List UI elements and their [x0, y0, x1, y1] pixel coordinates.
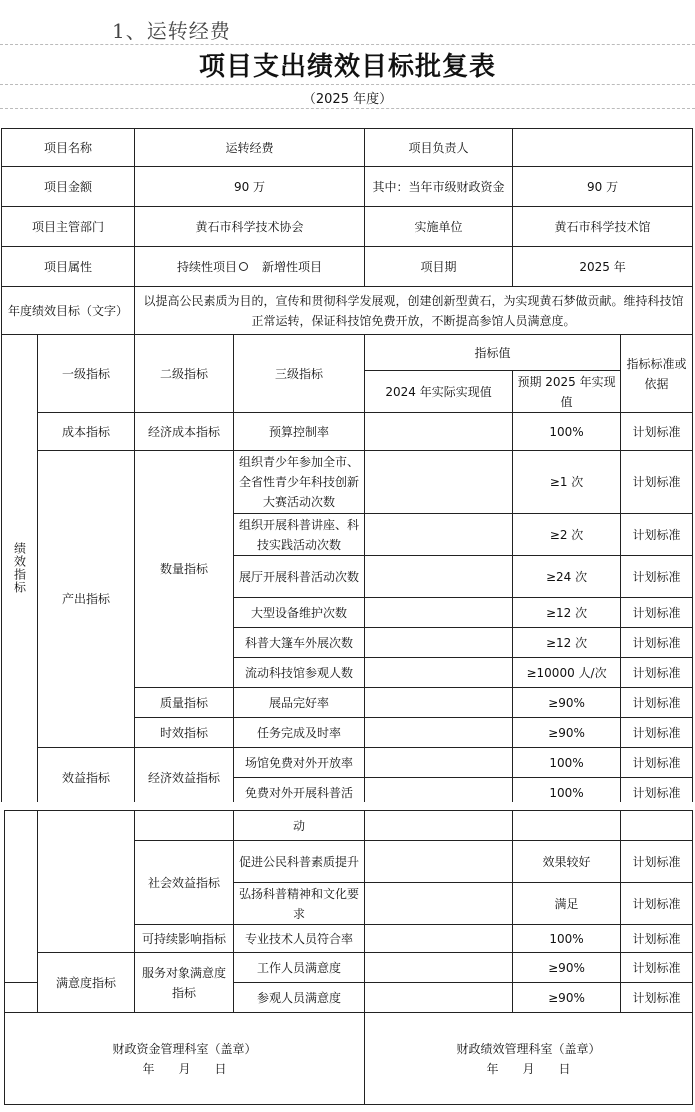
attr-new: 新增性项目: [262, 259, 323, 274]
basis-cell: 计划标准: [621, 628, 693, 658]
actual-cell: [365, 658, 513, 688]
attr-label: 项目属性: [2, 247, 135, 287]
e2-label: 免费对外开展科普活: [234, 778, 365, 808]
basis-cell: 计划标准: [621, 883, 693, 925]
quality-l2: 质量指标: [135, 688, 234, 718]
project-name-label: 项目名称: [2, 129, 135, 167]
q4-value: ≥12 次: [513, 598, 621, 628]
header-l1: 一级指标: [38, 335, 135, 413]
goal-text: 以提高公民素质为目的，宣传和贯彻科学发展观，创建创新型黄石，为实现黄石梦做贡献。维持科技馆正常运转，保证科技馆免费开放，不断提高参馆人员满意度。: [135, 287, 693, 335]
goal-label: 年度绩效目标（文字）: [2, 287, 135, 335]
actual-cell: [365, 748, 513, 778]
q1-label: 组织青少年参加全市、全省性青少年科技创新大赛活动次数: [234, 451, 365, 514]
q4-label: 大型设备维护次数: [234, 598, 365, 628]
header-l2: 二级指标: [135, 335, 234, 413]
basis-cell: 计划标准: [621, 514, 693, 556]
benefit-l1-cont: [38, 811, 135, 953]
output-l1: 产出指标: [38, 451, 135, 748]
q3-value: ≥24 次: [513, 556, 621, 598]
unit-value: 黄石市科学技术馆: [513, 207, 693, 247]
right-office: 财政绩效管理科室（盖章）: [456, 1041, 601, 1056]
sat-l2: 服务对象满意度指标: [135, 953, 234, 1013]
econ-l2: 经济效益指标: [135, 748, 234, 808]
divider: [0, 44, 695, 45]
actual-cell: [365, 811, 513, 841]
sa1-value: ≥90%: [513, 953, 621, 983]
header-l3: 三级指标: [234, 335, 365, 413]
page-title: 项目支出绩效目标批复表: [198, 52, 496, 82]
cost-l3: 预算控制率: [234, 413, 365, 451]
social-l2: 社会效益指标: [135, 841, 234, 925]
actual-cell: [365, 883, 513, 925]
basis-cell: 计划标准: [621, 778, 693, 808]
basis-cell: 计划标准: [621, 841, 693, 883]
left-office: 财政资金管理科室（盖章）: [112, 1041, 257, 1056]
time-value: ≥90%: [513, 718, 621, 748]
header-expected: 预期 2025 年实现值: [513, 371, 621, 413]
s2-value: 满足: [513, 883, 621, 925]
s2-label: 弘扬科普精神和文化要求: [234, 883, 365, 925]
radio-circle-icon: [239, 262, 248, 271]
e1-value: 100%: [513, 748, 621, 778]
header-basis: 指标标准或依据: [621, 335, 693, 413]
actual-cell: [365, 688, 513, 718]
owner-label: 项目负责人: [365, 129, 513, 167]
actual-cell: [365, 628, 513, 658]
e1-label: 场馆免费对外开放率: [234, 748, 365, 778]
basis-cell: 计划标准: [621, 556, 693, 598]
cost-l1: 成本指标: [38, 413, 135, 451]
q2-value: ≥2 次: [513, 514, 621, 556]
su1-value: 100%: [513, 925, 621, 953]
basis-cell: 计划标准: [621, 413, 693, 451]
left-signature: [5, 1013, 365, 1105]
right-date: 年 月 日: [486, 1061, 571, 1076]
e2-cont: 动: [234, 811, 365, 841]
owner-value: [513, 129, 693, 167]
qty-l2: 数量指标: [135, 451, 234, 688]
basis-cell: 计划标准: [621, 688, 693, 718]
basis-cell: 计划标准: [621, 718, 693, 748]
q1-value: ≥1 次: [513, 451, 621, 514]
s1-value: 效果较好: [513, 841, 621, 883]
actual-cell: [365, 841, 513, 883]
time-l2: 时效指标: [135, 718, 234, 748]
sa1-label: 工作人员满意度: [234, 953, 365, 983]
e2-value: 100%: [513, 778, 621, 808]
q6-value: ≥10000 人/次: [513, 658, 621, 688]
amount-value: 90 万: [135, 167, 365, 207]
city-funds-value: 90 万: [513, 167, 693, 207]
s1-label: 促进公民科普素质提升: [234, 841, 365, 883]
perf-label: 绩效指标: [12, 542, 27, 594]
sa2-value: ≥90%: [513, 983, 621, 1013]
cost-l2: 经济成本指标: [135, 413, 234, 451]
perf-label-cell: [5, 811, 38, 983]
basis-cell: 计划标准: [621, 598, 693, 628]
basis-cell: 计划标准: [621, 658, 693, 688]
actual-cell: [365, 514, 513, 556]
q6-label: 流动科技馆参观人数: [234, 658, 365, 688]
right-signature: [365, 1013, 693, 1105]
perf-label-cell: [5, 983, 38, 1013]
actual-cell: [365, 413, 513, 451]
basis-cell: 计划标准: [621, 925, 693, 953]
period-label: 项目期: [365, 247, 513, 287]
dept-value: 黄石市科学技术协会: [135, 207, 365, 247]
actual-cell: [365, 556, 513, 598]
perf-label-cell: [2, 335, 38, 808]
section-heading: 1、运转经费: [112, 19, 231, 43]
actual-cell: [365, 953, 513, 983]
city-funds-label: 其中：当年市级财政资金: [365, 167, 513, 207]
amount-label: 项目金额: [2, 167, 135, 207]
actual-cell: [365, 983, 513, 1013]
left-date: 年 月 日: [142, 1061, 227, 1076]
approval-table: [1, 128, 693, 808]
basis-cell: 计划标准: [621, 983, 693, 1013]
time-l3: 任务完成及时率: [234, 718, 365, 748]
benefit-l1: 效益指标: [38, 748, 135, 808]
attr-options: [135, 247, 365, 287]
divider: [0, 108, 695, 109]
unit-label: 实施单位: [365, 207, 513, 247]
divider: [0, 84, 695, 85]
project-name: 运转经费: [135, 129, 365, 167]
actual-cell: [365, 925, 513, 953]
basis-cell: 计划标准: [621, 748, 693, 778]
q3-label: 展厅开展科普活动次数: [234, 556, 365, 598]
quality-value: ≥90%: [513, 688, 621, 718]
su1-label: 专业技术人员符合率: [234, 925, 365, 953]
header-value: 指标值: [365, 335, 621, 371]
year-label: （2025 年度）: [302, 92, 393, 107]
actual-cell: [365, 718, 513, 748]
q2-label: 组织开展科普讲座、科技实践活动次数: [234, 514, 365, 556]
basis-cell: 计划标准: [621, 953, 693, 983]
value-cell: [513, 811, 621, 841]
sat-l1: 满意度指标: [38, 953, 135, 1013]
dept-label: 项目主管部门: [2, 207, 135, 247]
sa2-label: 参观人员满意度: [234, 983, 365, 1013]
basis-cell: [621, 811, 693, 841]
q5-label: 科普大篷车外展次数: [234, 628, 365, 658]
cost-value: 100%: [513, 413, 621, 451]
actual-cell: [365, 451, 513, 514]
actual-cell: [365, 598, 513, 628]
quality-l3: 展品完好率: [234, 688, 365, 718]
sustain-l2: 可持续影响指标: [135, 925, 234, 953]
period-value: 2025 年: [513, 247, 693, 287]
header-actual: 2024 年实际实现值: [365, 371, 513, 413]
attr-continuing: 持续性项目: [177, 259, 238, 274]
basis-cell: 计划标准: [621, 451, 693, 514]
approval-table-continued: [4, 810, 693, 1105]
q5-value: ≥12 次: [513, 628, 621, 658]
econ-l2-cont: [135, 811, 234, 841]
